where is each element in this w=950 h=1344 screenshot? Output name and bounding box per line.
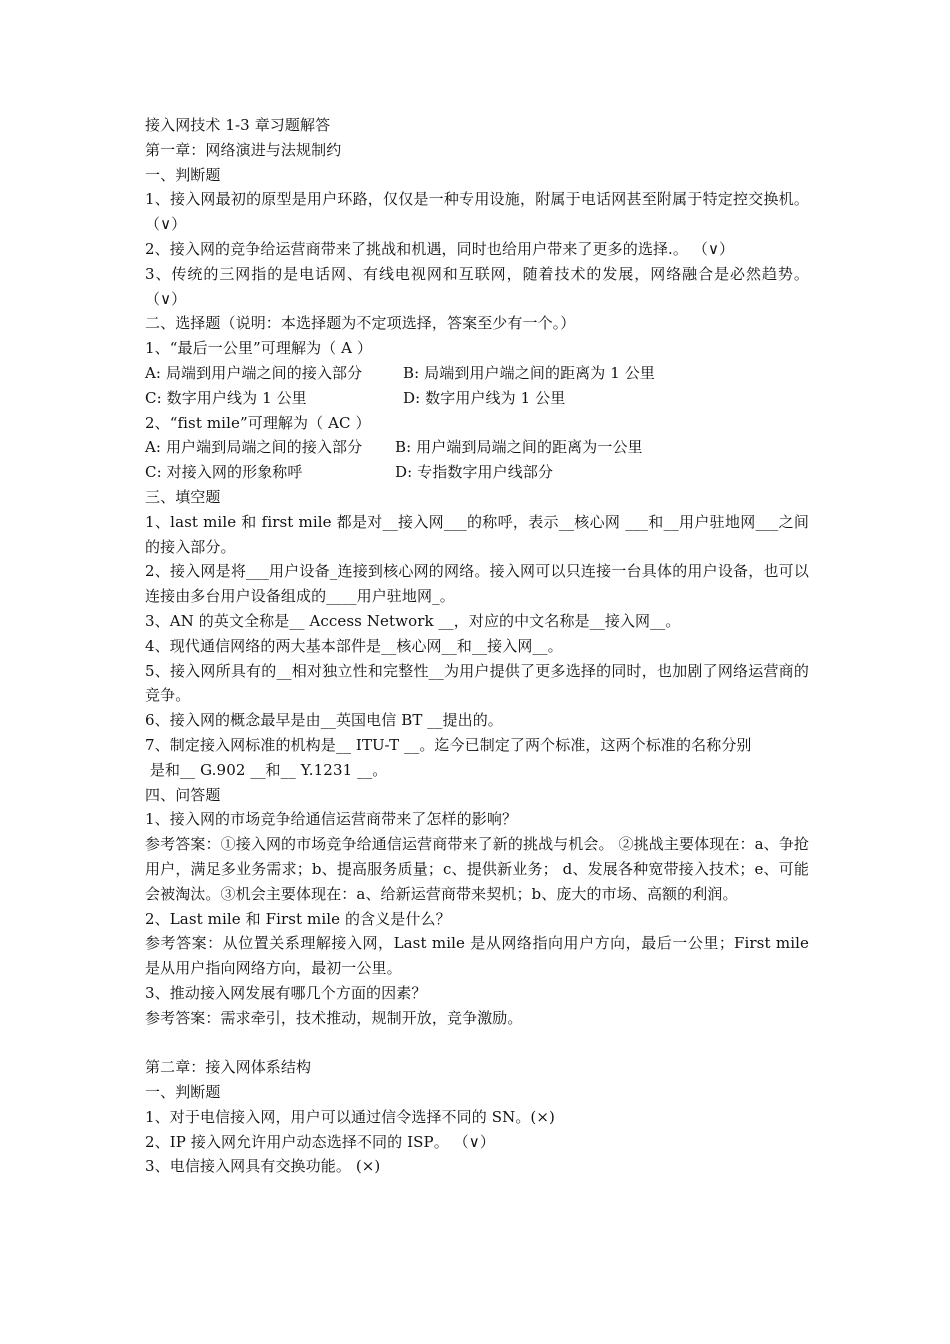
question-paragraph-continued: 是和__ G.902 __和__ Y.1231 __。 (145, 760, 388, 779)
question-paragraph: 1、接入网最初的原型是用户环路，仅仅是一种专用设施，附属于电话网甚至附属于特定控交换机。 （∨） (145, 190, 809, 234)
question-paragraph: 4、现代通信网络的两大基本部件是__核心网__和__接入网__。 (145, 636, 563, 655)
question-paragraph: 3、传统的三网指的是电话网、有线电视网和互联网，随着技术的发展，网络融合是必然趋势。 （∨） (145, 264, 809, 308)
question-paragraph: 2、“fist mile”可理解为（ AC ） (145, 413, 371, 432)
section-heading-true-false: 一、判断题 (145, 165, 221, 184)
section-heading-qa: 四、问答题 (145, 785, 221, 804)
option-b: B: 用户端到局端之间的距离为一公里 (395, 438, 643, 457)
option-row (145, 386, 809, 411)
question-paragraph: 5、接入网所具有的__相对独立性和完整性__为用户提供了更多选择的同时，也加剧了网络运营商的竞争。 (145, 661, 809, 705)
question-paragraph: 3、电信接入网具有交换功能。 (×) (145, 1157, 381, 1176)
option-row (145, 361, 809, 386)
answer-paragraph: 参考答案：①接入网的市场竞争给通信运营商带来了新的挑战与机会。 ②挑战主要体现在：a、争抢用户，满足多业务需求；b、提高服务质量；c、提供新业务； d、发展各种宽带接入技术；e、可能会被淘汰。③机会主要体现在：a、给新运营商带来契机；b、庞大的市场、高额的利润。 (145, 835, 809, 903)
answer-paragraph: 参考答案：需求牵引，技术推动，规制开放，竞争激励。 (145, 1008, 523, 1027)
option-row (145, 460, 809, 485)
option-d: D: 专指数字用户线部分 (395, 463, 554, 482)
option-c: C: 数字用户线为 1 公里 (145, 388, 307, 407)
document-body (145, 113, 809, 1179)
question-paragraph: 2、接入网的竞争给运营商带来了挑战和机遇，同时也给用户带来了更多的选择.。 （∨） (145, 239, 735, 258)
question-paragraph: 3、AN 的英文全称是__ Access Network __，对应的中文名称是__接入网__。 (145, 611, 681, 630)
question-paragraph: 6、接入网的概念最早是由__英国电信 BT __提出的。 (145, 711, 503, 730)
question-paragraph: 2、IP 接入网允许用户动态选择不同的 ISP。 （∨） (145, 1132, 495, 1151)
option-a: A: 用户端到局端之间的接入部分 (145, 438, 363, 457)
question-paragraph: 1、对于电信接入网，用户可以通过信令选择不同的 SN。(×) (145, 1107, 555, 1126)
question-paragraph: 2、Last mile 和 First mile 的含义是什么？ (145, 909, 451, 928)
section-heading-multiple-choice: 二、选择题（说明：本选择题为不定项选择，答案至少有一个。） (145, 314, 576, 333)
option-row (145, 435, 809, 460)
section-heading-fill-in: 三、填空题 (145, 487, 221, 506)
document-title: 接入网技术 1-3 章习题解答 (145, 116, 331, 134)
option-d: D: 数字用户线为 1 公里 (403, 388, 566, 407)
answer-paragraph: 参考答案：从位置关系理解接入网，Last mile 是从网络指向用户方向，最后一公里；First mile 是从用户指向网络方向，最初一公里。 (145, 934, 809, 978)
section-heading-true-false: 一、判断题 (145, 1083, 221, 1102)
question-paragraph: 7、制定接入网标准的机构是__ ITU-T __。迄今已制定了两个标准，这两个标准的名称分别 (145, 735, 752, 754)
option-c: C: 对接入网的形象称呼 (145, 463, 303, 482)
question-paragraph: 1、last mile 和 first mile 都是对__接入网___的称呼，表示__核心网 ___和__用户驻地网___之间的接入部分。 (145, 512, 809, 556)
question-paragraph: 3、推动接入网发展有哪几个方面的因素？ (145, 983, 427, 1002)
question-paragraph: 2、接入网是将___用户设备_连接到核心网的网络。接入网可以只连接一台具体的用户设备，也可以连接由多台用户设备组成的____用户驻地网_。 (145, 562, 809, 606)
option-b: B: 局端到用户端之间的距离为 1 公里 (403, 363, 655, 382)
chapter-2-heading: 第二章：接入网体系结构 (145, 1058, 312, 1077)
chapter-1-heading: 第一章：网络演进与法规制约 (145, 140, 342, 159)
question-paragraph: 1、接入网的市场竞争给通信运营商带来了怎样的影响？ (145, 810, 518, 829)
blank-line (145, 1030, 809, 1055)
option-a: A: 局端到用户端之间的接入部分 (145, 363, 363, 382)
question-paragraph: 1、“最后一公里”可理解为（ A ） (145, 339, 373, 358)
